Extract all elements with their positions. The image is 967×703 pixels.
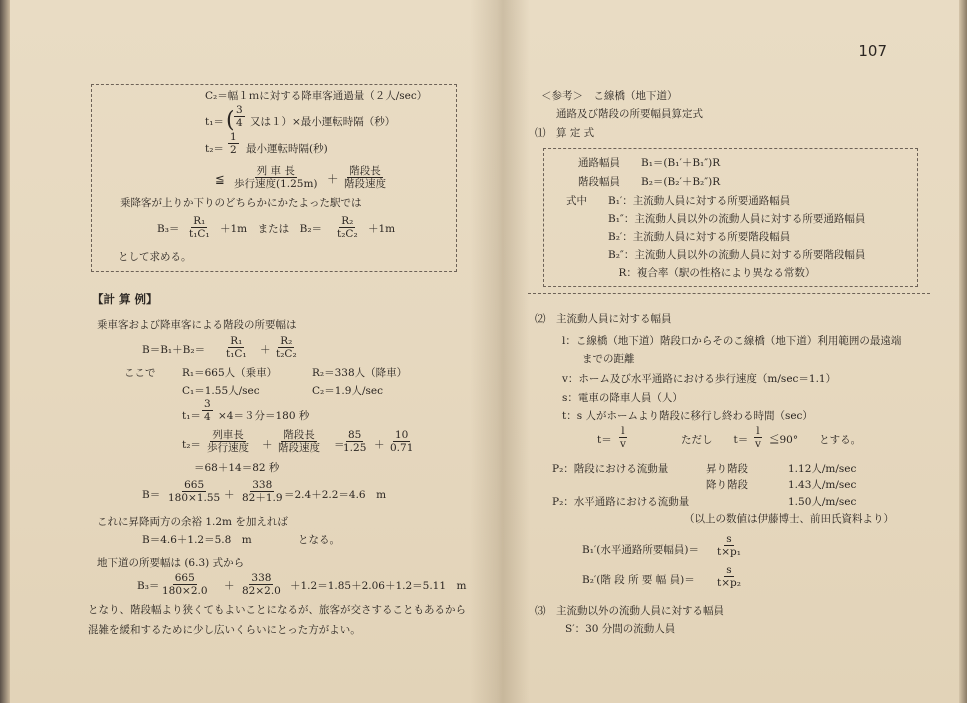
t2-def-post: 最小運転時隔(秒): [246, 143, 328, 155]
b-calc-plus: ＋: [224, 489, 235, 501]
plus-sign: ＋: [327, 172, 339, 186]
up-stairs-label: 昇り階段: [706, 463, 748, 475]
eq-b-pre: B＝B₁＋B₂＝: [142, 344, 206, 356]
stair-frac: 階段長 階段速度: [344, 165, 386, 190]
b2-eq-pre: B₂′(階 段 所 要 幅 員)＝: [582, 574, 695, 586]
book-gutter: [470, 0, 530, 703]
down-stairs-label: 降り階段: [706, 479, 748, 491]
reference-subheading: 通路及び階段の所要幅員算定式: [556, 108, 703, 120]
reference-heading: ＜参考＞ こ線橋（地下道）: [541, 90, 678, 102]
t1-frac: $\frac{3}{4}$: [236, 104, 243, 129]
t1-def-pre: t₁＝: [205, 116, 224, 128]
formula-line-7: R：複合率（駅の性格により異なる常数）: [566, 267, 816, 279]
t2-plus-1: ＋: [262, 439, 273, 451]
calc-example-title: 【計 算 例】: [92, 292, 158, 306]
skewed-note: 乗降客が上りか下りのどちらかにかたよった駅では: [120, 197, 362, 209]
l-definition-2: までの距離: [582, 353, 635, 365]
paren-open: (: [226, 108, 235, 133]
le-sign: ≦: [215, 172, 225, 186]
conclusion-line-2: 混雑を緩和するために少し広いくらいにとった方がよい。: [88, 624, 361, 636]
passage-flow-label: P₂：水平通路における流動量: [552, 496, 690, 508]
r1-value: R₁＝665人（乗車）: [182, 367, 278, 379]
b2-def-frac: $\frac{\text{R₂}}{\text{t₂C₂}}$: [337, 215, 358, 240]
down-stairs-value: 1.43人/m/sec: [788, 479, 857, 491]
formula-line-6: B₂″：主流動人員以外の流動人員に対する所要階段幅員: [566, 249, 866, 261]
b2-def-post: ＋1m: [368, 223, 396, 235]
t-eq2-frac: $\frac{l}{v}$: [755, 425, 761, 450]
t2-def-pre: t₂＝: [205, 143, 224, 155]
b3-calc-frac2: $\frac{338}{82\times 2.0}$: [242, 572, 281, 597]
v-definition: v：ホーム及び水平通路における歩行速度（m/sec＝1.1）: [562, 373, 837, 385]
t2-plus-2: ＋: [374, 439, 385, 451]
r2-value: R₂＝338人（降車）: [312, 367, 408, 379]
t2-frac: $\frac{1}{2}$: [230, 131, 237, 156]
box-end-text: として求める。: [118, 251, 192, 263]
l-definition-1: l：こ線橋（地下道）階段口からそのこ線橋（地下道）利用範囲の最遠端: [562, 335, 902, 347]
b3-calc-result: ＋1.2＝1.85＋2.06＋1.2＝5.11 m: [290, 580, 467, 592]
t-eq-mid: ただし t＝: [681, 434, 749, 446]
conclusion-line-1: となり、階段幅より狭くてもよいことになるが、旅客が交さすることもあるから: [88, 604, 466, 616]
formula-line-3: 式中 B₁′：主流動人員に対する所要通路幅員: [566, 195, 791, 207]
b3-def-post: ＋1m または B₂＝: [220, 223, 323, 235]
formula-line-1: 通路幅員 B₁＝(B₁′＋B₁″)R: [578, 157, 721, 169]
c2-def: C₂＝幅１ｍに対する降車客通過量（２人/sec）: [205, 90, 428, 102]
up-stairs-value: 1.12人/m/sec: [788, 463, 857, 475]
s-prime-definition: S′：30 分間の流動人員: [565, 623, 676, 635]
t2-calc-frac2: 階段長 階段速度: [278, 429, 320, 454]
t2-eq: ＝: [334, 439, 345, 451]
underpass-note: 地下道の所要幅は (6.3) 式から: [97, 557, 245, 569]
page-number: 107: [858, 42, 887, 60]
t2-calc-pre: t₂＝: [182, 439, 201, 451]
data-source-note: （以上の数値は伊藤博士、前田氏資料より）: [684, 513, 894, 525]
b3-calc-frac1: $\frac{665}{180\times 2.0}$: [162, 572, 208, 597]
c2-value: C₂＝1.9人/sec: [312, 385, 383, 397]
t1-calc-frac: $\frac{3}{4}$: [204, 398, 211, 423]
formula-line-2: 階段幅員 B₂＝(B₂′＋B₂″)R: [578, 176, 721, 188]
t-eq-frac: $\frac{l}{v}$: [620, 425, 626, 450]
t-eq-post: ≦90° とする。: [769, 434, 862, 446]
here-label: ここで: [124, 367, 156, 379]
t2-result: ＝68＋14＝82 秒: [194, 462, 280, 474]
t1-calc-post: ×4＝３分＝180 秒: [218, 410, 310, 422]
section-3-title: ⑶ 主流動以外の流動人員に対する幅員: [535, 605, 724, 617]
eq-b-frac2: $\frac{\text{R₂}}{\text{t₂C₂}}$: [276, 335, 297, 360]
t2-calc-frac4: $\frac{10}{0.71}$: [390, 429, 414, 454]
c1-value: C₁＝1.55人/sec: [182, 385, 260, 397]
b1-eq-pre: B₁′(水平通路所要幅員)＝: [582, 544, 700, 556]
train-length-frac: 列 車 長 歩行速度(1.25m): [234, 165, 318, 190]
b-final-tail: となる。: [298, 534, 340, 546]
b-calc-frac2: $\frac{338}{82+1.9}$: [242, 479, 283, 504]
b3-calc-plus: ＋: [224, 580, 235, 592]
margin-note: これに昇降両方の余裕 1.2m を加えれば: [97, 516, 288, 528]
b-calc-frac1: $\frac{665}{180\times 1.55}$: [168, 479, 221, 504]
b1-eq-frac: $\frac{s}{\text{t×p₁}}$: [717, 533, 741, 558]
page-edge-left: [0, 0, 10, 703]
formula-line-5: B₂′：主流動人員に対する所要階段幅員: [566, 231, 791, 243]
t1-calc-pre: t₁＝: [182, 410, 201, 422]
eq-b-frac1: $\frac{\text{R₁}}{\text{t₁C₁}}$: [226, 335, 247, 360]
b3-def-pre: B₃＝: [157, 223, 180, 235]
section-2-title: ⑵ 主流動人員に対する幅員: [535, 313, 672, 325]
t-eq-pre: t＝: [597, 434, 612, 446]
eq-b-plus: ＋: [260, 344, 271, 356]
t2-calc-frac1: 列車長 歩行速度: [207, 429, 249, 454]
passage-flow-value: 1.50人/m/sec: [788, 496, 857, 508]
stair-flow-label: P₂：階段における流動量: [552, 463, 669, 475]
formula-line-4: B₁″：主流動人員以外の流動人員に対する所要通路幅員: [566, 213, 866, 225]
section-divider: [528, 293, 930, 294]
b-calc-result: ＝2.4＋2.2＝4.6 m: [284, 489, 387, 501]
b-calc-pre: B＝: [142, 489, 161, 501]
t-definition: t：s 人がホームより階段に移行し終わる時間（sec）: [562, 410, 813, 422]
s-definition: s：電車の降車人員（人）: [562, 392, 683, 404]
t1-def-post: 又は１）×最小運転時隔（秒）: [250, 116, 396, 128]
b-final: B＝4.6＋1.2＝5.8 m: [142, 534, 252, 546]
b3-def-frac: $\frac{\text{R₁}}{\text{t₁C₁}}$: [189, 215, 210, 240]
page-edge-right: [959, 0, 967, 703]
t2-calc-frac3: $\frac{85}{1.25}$: [343, 429, 367, 454]
b3-calc-pre: B₃＝: [137, 580, 160, 592]
b2-eq-frac: $\frac{s}{\text{t×p₂}}$: [717, 564, 741, 589]
calc-intro: 乗車客および降車客による階段の所要幅は: [97, 319, 297, 331]
section-1-title: ⑴ 算 定 式: [535, 127, 595, 139]
